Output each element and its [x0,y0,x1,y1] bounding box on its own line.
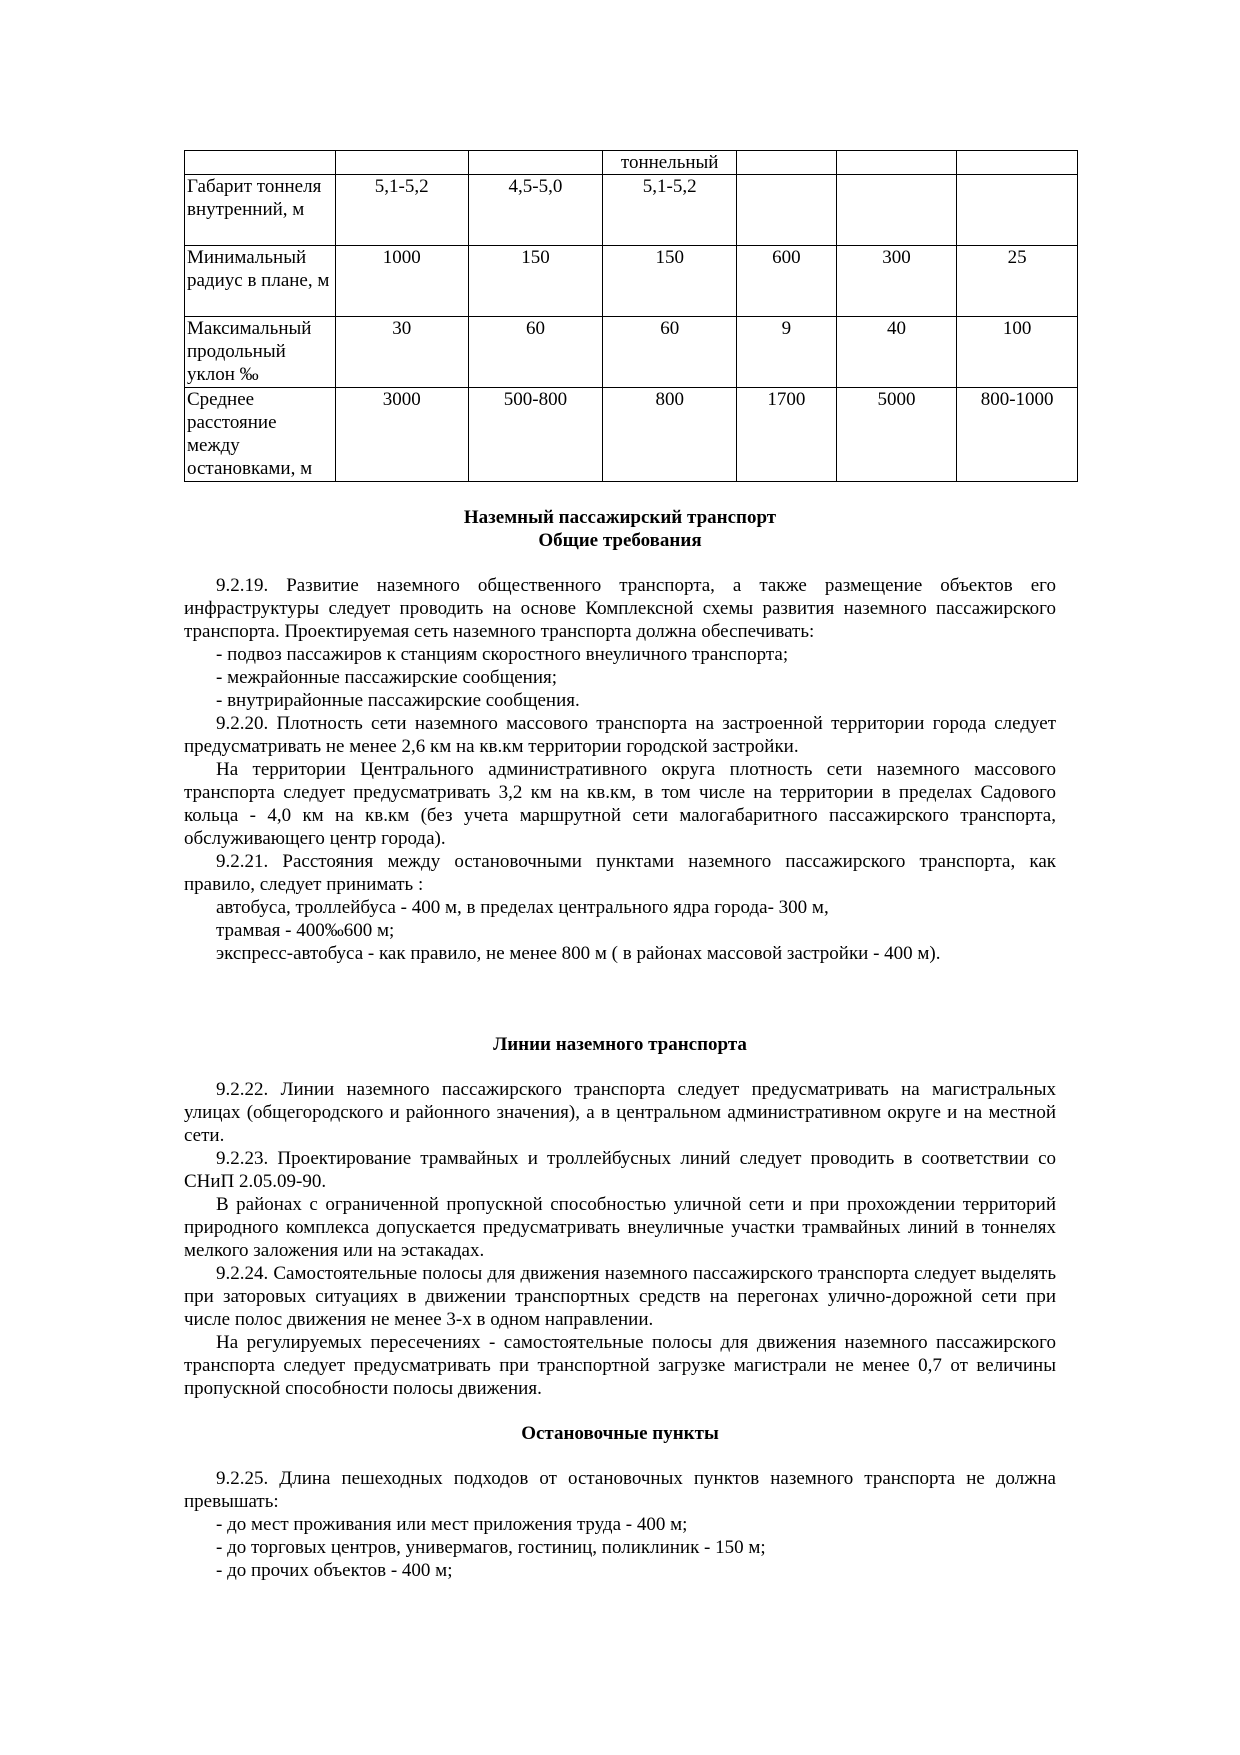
paragraph-9-2-20: 9.2.20. Плотность сети наземного массового транспорта на застроенной территории города следует предусматривать не менее 2,6 км на кв.км территории городской застройки. [184,713,1056,757]
table-cell: тоннельный [603,151,737,175]
table-cell: 100 [957,317,1078,388]
table-cell [468,151,603,175]
table-cell: 1000 [335,246,468,317]
list-item: - межрайонные пассажирские сообщения; [216,667,558,688]
paragraph-9-2-25: 9.2.25. Длина пешеходных подходов от остановочных пунктов наземного транспорта не должна превышать: [184,1468,1056,1512]
list-item: экспресс-автобуса - как правило, не менее 800 м ( в районах массовой застройки - 400 м). [216,943,941,964]
table-cell: 9 [737,317,837,388]
table-cell: 500-800 [468,388,603,482]
table-cell: 5,1-5,2 [603,175,737,246]
table-row [185,175,1078,246]
table-cell: 60 [603,317,737,388]
table-body [185,151,1078,482]
table-cell: 800 [603,388,737,482]
table-cell [957,151,1078,175]
table-row [185,151,1078,175]
parameters-table [184,150,1078,482]
section-title-stops: Остановочные пункты [521,1423,719,1444]
table-row-label: Минимальный радиус в плане, м [185,246,336,317]
table-cell: 30 [335,317,468,388]
table-cell: 3000 [335,388,468,482]
table-cell: 300 [836,246,957,317]
table-cell [737,151,837,175]
table-cell: 5000 [836,388,957,482]
section-subtitle-general: Общие требования [538,530,702,551]
list-item: - до прочих объектов - 400 м; [216,1560,453,1581]
table-cell: 5,1-5,2 [335,175,468,246]
table-row [185,317,1078,388]
paragraph-9-2-22: 9.2.22. Линии наземного пассажирского транспорта следует предусматривать на магистральных улицах (общегородского и районного значения), а в центральном административном округе и на местной сети. [184,1079,1056,1146]
table-cell [737,175,837,246]
table-cell [335,151,468,175]
table-cell: 40 [836,317,957,388]
table-cell: 600 [737,246,837,317]
paragraph-limited-capacity: В районах с ограниченной пропускной способностью уличной сети и при прохождении территорий природного комплекса допускается предусматривать внеуличные участки трамвайных линий в тоннелях мелкого заложения или на эстакадах. [184,1194,1056,1261]
table-cell [957,175,1078,246]
paragraph-9-2-24: 9.2.24. Самостоятельные полосы для движения наземного пассажирского транспорта следует выделять при заторовых ситуациях в движении транспортных средств на перегонах улично-дорожной сети при числе полос движения не менее 3-х в одном направлении. [184,1263,1056,1330]
table-cell: 150 [603,246,737,317]
table-cell: 800-1000 [957,388,1078,482]
paragraph-cao-density: На территории Центрального административного округа плотность сети наземного массового транспорта следует предусматривать 3,2 км на кв.км, в том числе на территории в пределах Садового кольца - 4,0 км на кв.км (без учета маршрутной сети малогабаритного пассажирского транспорта, обслуживающего центр города). [184,759,1056,849]
table-row [185,388,1078,482]
list-item: трамвая - 400‰600 м; [216,920,395,941]
table-row-label: Среднее расстояние между остановками, м [185,388,336,482]
paragraph-9-2-23: 9.2.23. Проектирование трамвайных и троллейбусных линий следует проводить в соответствии со СНиП 2.05.09-90. [184,1148,1056,1192]
table-cell [836,175,957,246]
list-item: - до торговых центров, универмагов, гостиниц, поликлиник - 150 м; [216,1537,766,1558]
table-cell [836,151,957,175]
section-title-ground-lines: Линии наземного транспорта [493,1034,747,1055]
section-title-ground-transport: Наземный пассажирский транспорт [463,507,777,528]
document-page [184,150,1056,1582]
list-item: - до мест проживания или мест приложения труда - 400 м; [216,1514,688,1535]
table-row-label [185,151,336,175]
list-item: - подвоз пассажиров к станциям скоростного внеуличного транспорта; [216,644,789,665]
table-row [185,246,1078,317]
paragraph-9-2-21: 9.2.21. Расстояния между остановочными пунктами наземного пассажирского транспорта, как правило, следует принимать : [184,851,1056,895]
table-row-label: Максимальный продольный уклон ‰ [185,317,336,388]
paragraph-9-2-19: 9.2.19. Развитие наземного общественного транспорта, а также размещение объектов его инфраструктуры следует проводить на основе Комплексной схемы развития наземного пассажирского транспорта. Проектируемая сеть наземного транспорта должна обеспечивать: [184,575,1056,642]
paragraph-regulated-intersections: На регулируемых пересечениях - самостоятельные полосы для движения наземного пассажирского транспорта следует предусматривать при транспортной загрузке магистрали не менее 0,7 от величины пропускной способности полосы движения. [184,1332,1056,1399]
table-cell: 4,5-5,0 [468,175,603,246]
list-item: автобуса, троллейбуса - 400 м, в пределах центрального ядра города- 300 м, [216,897,829,918]
table-row-label: Габарит тоннеля внутренний, м [185,175,336,246]
table-cell: 1700 [737,388,837,482]
table-cell: 60 [468,317,603,388]
table-cell: 150 [468,246,603,317]
list-item: - внутрирайонные пассажирские сообщения. [216,690,580,711]
table-cell: 25 [957,246,1078,317]
